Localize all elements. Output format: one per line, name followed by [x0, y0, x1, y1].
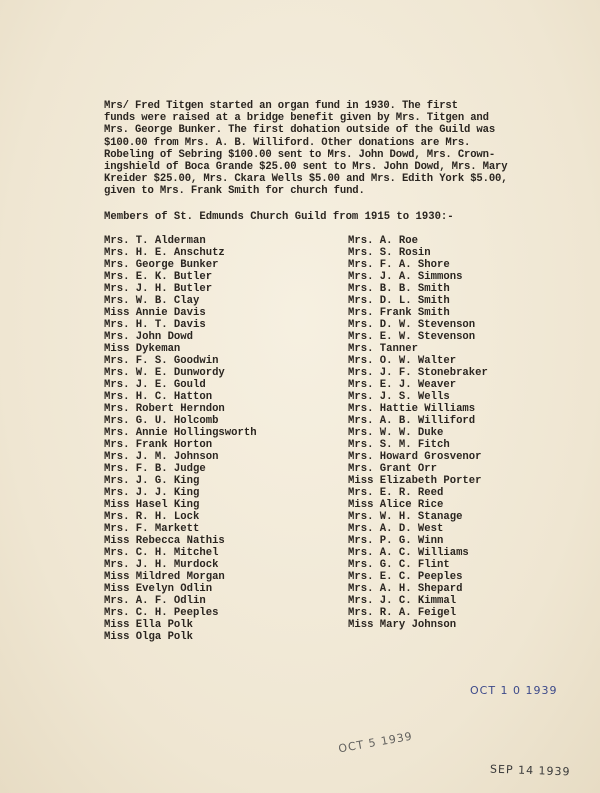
date-stamp-oct-10: OCT 1 0 1939 [470, 684, 558, 697]
member-entry: Miss Elizabeth Porter [348, 475, 482, 487]
member-entry: Mrs. J. G. King [104, 475, 200, 487]
member-entry: Miss Alice Rice [348, 499, 444, 511]
member-entry: Mrs. John Dowd [104, 331, 194, 343]
member-entry: Miss Dykeman [104, 343, 181, 355]
paragraph-line: Kreider $25.00, Mrs. Ckara Wells $5.00 and Mrs. Edith York $5.00, [104, 173, 508, 186]
member-entry: Mrs. Howard Grosvenor [348, 451, 482, 463]
member-entry: Mrs. J. J. King [104, 487, 200, 499]
paragraph-line: ingshield of Boca Grande $25.00 sent to Mrs. John Dowd, Mrs. Mary [104, 161, 508, 174]
member-entry: Mrs. J. F. Stonebraker [348, 367, 488, 379]
member-entry: Mrs. S. Rosin [348, 247, 431, 259]
member-entry: Mrs. P. G. Winn [348, 535, 444, 547]
member-entry: Mrs. C. H. Mitchel [104, 547, 219, 559]
member-entry: Mrs. Tanner [348, 343, 418, 355]
member-entry: Mrs. F. Markett [104, 523, 200, 535]
member-entry: Miss Mary Johnson [348, 619, 457, 631]
member-entry: Miss Mildred Morgan [104, 571, 225, 583]
member-entry: Mrs. A. B. Williford [348, 415, 476, 427]
member-entry: Mrs. Hattie Williams [348, 403, 476, 415]
member-entry: Mrs. J. C. Kimmal [348, 595, 457, 607]
member-entry: Mrs. H. C. Hatton [104, 391, 213, 403]
member-entry: Mrs. Annie Hollingsworth [104, 427, 257, 439]
member-entry: Mrs. D. L. Smith [348, 295, 450, 307]
member-entry: Mrs. F. B. Judge [104, 463, 206, 475]
member-entry: Miss Olga Polk [104, 631, 194, 643]
members-heading: Members of St. Edmunds Church Guild from 1915 to 1930:- [104, 211, 454, 223]
member-entry: Mrs. J. H. Butler [104, 283, 213, 295]
member-entry: Mrs. A. D. West [348, 523, 444, 535]
member-entry: Mrs. J. M. Johnson [104, 451, 219, 463]
member-entry: Mrs. Robert Herndon [104, 403, 225, 415]
member-entry: Mrs. F. A. Shore [348, 259, 450, 271]
member-entry: Mrs. G. C. Flint [348, 559, 450, 571]
member-entry: Mrs. J. A. Simmons [348, 271, 463, 283]
member-entry: Mrs. E. R. Reed [348, 487, 444, 499]
member-entry: Mrs. C. H. Peeples [104, 607, 219, 619]
member-entry: Mrs. W. B. Clay [104, 295, 200, 307]
member-entry: Mrs. R. H. Lock [104, 511, 200, 523]
member-entry: Miss Hasel King [104, 499, 200, 511]
member-entry: Mrs. J. H. Murdock [104, 559, 219, 571]
organ-fund-paragraph [104, 100, 574, 198]
member-entry: Miss Ella Polk [104, 619, 194, 631]
member-entry: Mrs. W. H. Stanage [348, 511, 463, 523]
member-entry: Mrs. H. T. Davis [104, 319, 206, 331]
member-entry: Mrs. W. W. Duke [348, 427, 444, 439]
date-stamp-sep-14: SEP 14 1939 [489, 762, 571, 779]
member-entry: Mrs. B. B. Smith [348, 283, 450, 295]
member-entry: Mrs. J. E. Gould [104, 379, 206, 391]
member-entry: Mrs. H. E. Anschutz [104, 247, 225, 259]
members-list-left [104, 235, 257, 643]
paragraph-line: $100.00 from Mrs. A. B. Williford. Other donations are Mrs. [104, 136, 471, 149]
member-entry: Mrs. E. K. Butler [104, 271, 213, 283]
member-entry: Mrs. T. Alderman [104, 235, 206, 247]
member-entry: Mrs. Grant Orr [348, 463, 438, 475]
member-entry: Mrs. A. C. Williams [348, 547, 469, 559]
member-entry: Mrs. S. M. Fitch [348, 439, 450, 451]
member-entry: Mrs. A. Roe [348, 235, 418, 247]
member-entry: Miss Evelyn Odlin [104, 583, 213, 595]
member-entry: Mrs. E. C. Peeples [348, 571, 463, 583]
member-entry: Mrs. Frank Smith [348, 307, 450, 319]
member-entry: Mrs. A. H. Shepard [348, 583, 463, 595]
member-entry: Mrs. R. A. Feigel [348, 607, 457, 619]
member-entry: Mrs. W. E. Dunwordy [104, 367, 225, 379]
member-entry: Mrs. F. S. Goodwin [104, 355, 219, 367]
member-entry: Mrs. A. F. Odlin [104, 595, 206, 607]
member-entry: Mrs. E. W. Stevenson [348, 331, 476, 343]
date-stamp-oct-5: OCT 5 1939 [337, 729, 414, 756]
members-list-right [348, 235, 488, 631]
paragraph-line: Mrs/ Fred Titgen started an organ fund in 1930. The first [104, 100, 458, 112]
member-entry: Mrs. G. U. Holcomb [104, 415, 219, 427]
paragraph-line: Mrs. George Bunker. The first dohation outside of the Guild was [104, 124, 496, 137]
member-entry: Mrs. Frank Horton [104, 439, 213, 451]
member-entry: Mrs. J. S. Wells [348, 391, 450, 403]
member-entry: Mrs. E. J. Weaver [348, 379, 457, 391]
member-entry: Miss Rebecca Nathis [104, 535, 225, 547]
member-entry: Mrs. O. W. Walter [348, 355, 457, 367]
paragraph-line: given to Mrs. Frank Smith for church fund. [104, 185, 365, 198]
member-entry: Miss Annie Davis [104, 307, 206, 319]
member-entry: Mrs. D. W. Stevenson [348, 319, 476, 331]
paragraph-line: funds were raised at a bridge benefit given by Mrs. Titgen and [104, 112, 489, 125]
member-entry: Mrs. George Bunker [104, 259, 219, 271]
paragraph-line: Robeling of Sebring $100.00 sent to Mrs. John Dowd, Mrs. Crown- [104, 148, 496, 161]
